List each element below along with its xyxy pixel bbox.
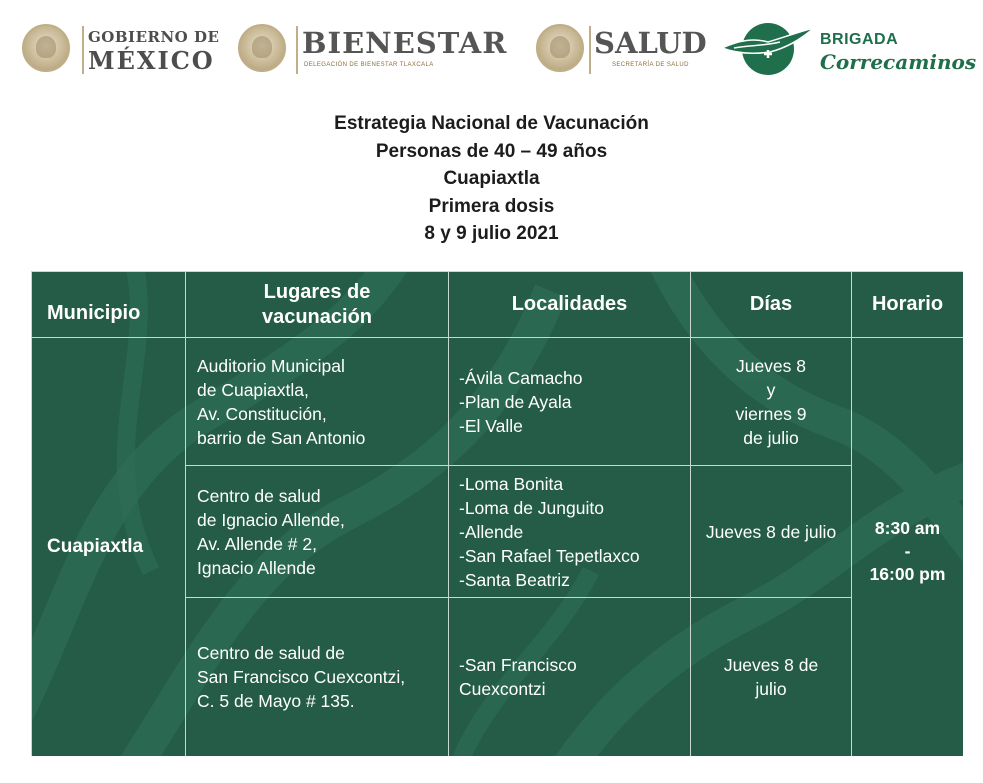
dias-cell: Jueves 8 de julio	[691, 598, 852, 757]
document-heading	[0, 110, 983, 248]
brigada-correcaminos-logo	[720, 10, 978, 90]
header-horario: Horario	[852, 272, 964, 338]
bienestar-subtitle: DELEGACIÓN DE BIENESTAR TLAXCALA	[304, 62, 434, 68]
salud-logo	[536, 10, 716, 90]
heading-line-3: Cuapiaxtla	[443, 168, 540, 189]
localidades-cell: -Loma Bonita -Loma de Junguito -Allende -San Rafael Tepetlaxco -Santa Beatriz	[449, 466, 691, 598]
schedule-grid	[31, 271, 963, 756]
header-lugares: Lugares de vacunación	[186, 272, 449, 338]
brigada-line1: BRIGADA	[820, 31, 899, 48]
gobierno-de-mexico-logo	[20, 10, 220, 90]
lugar-cell: Auditorio Municipal de Cuapiaxtla, Av. Constitución, barrio de San Antonio	[186, 338, 449, 466]
heading-line-1: Estrategia Nacional de Vacunación	[334, 113, 649, 134]
lugar-cell: Centro de salud de Ignacio Allende, Av. Allende # 2, Ignacio Allende	[186, 466, 449, 598]
coat-of-arms-icon	[22, 24, 70, 72]
lugar-cell: Centro de salud de San Francisco Cuexcontzi, C. 5 de Mayo # 135.	[186, 598, 449, 757]
vaccination-table	[31, 271, 963, 756]
localidades-cell: -Ávila Camacho -Plan de Ayala -El Valle	[449, 338, 691, 466]
coat-of-arms-icon	[536, 24, 584, 72]
heading-line-4: Primera dosis	[428, 195, 555, 217]
gobierno-line2: MÉXICO	[88, 46, 215, 75]
coat-of-arms-icon	[238, 24, 286, 72]
table-row	[32, 338, 964, 466]
header-localidades: Localidades	[449, 272, 691, 338]
heading-line-5: 8 y 9 julio 2021	[424, 223, 559, 244]
header-municipio: Municipio	[32, 272, 186, 338]
dias-cell: Jueves 8 de julio	[691, 466, 852, 598]
gobierno-line1: GOBIERNO DE	[88, 28, 220, 46]
salud-subtitle: SECRETARÍA DE SALUD	[612, 62, 689, 68]
bienestar-name: BIENESTAR	[302, 26, 508, 60]
logo-bar	[0, 10, 983, 90]
dias-cell: Jueves 8 y viernes 9 de julio	[691, 338, 852, 466]
table-header-row	[32, 272, 964, 338]
salud-name: SALUD	[594, 26, 707, 60]
roadrunner-icon	[720, 18, 816, 80]
municipio-cell: Cuapiaxtla	[32, 338, 186, 757]
horario-cell: 8:30 am - 16:00 pm	[852, 338, 964, 757]
localidades-cell: -San Francisco Cuexcontzi	[449, 598, 691, 757]
brigada-line2: Correcaminos	[820, 50, 977, 74]
header-dias: Días	[691, 272, 852, 338]
heading-line-2: Personas de 40 – 49 años	[375, 140, 608, 162]
bienestar-logo	[236, 10, 516, 90]
